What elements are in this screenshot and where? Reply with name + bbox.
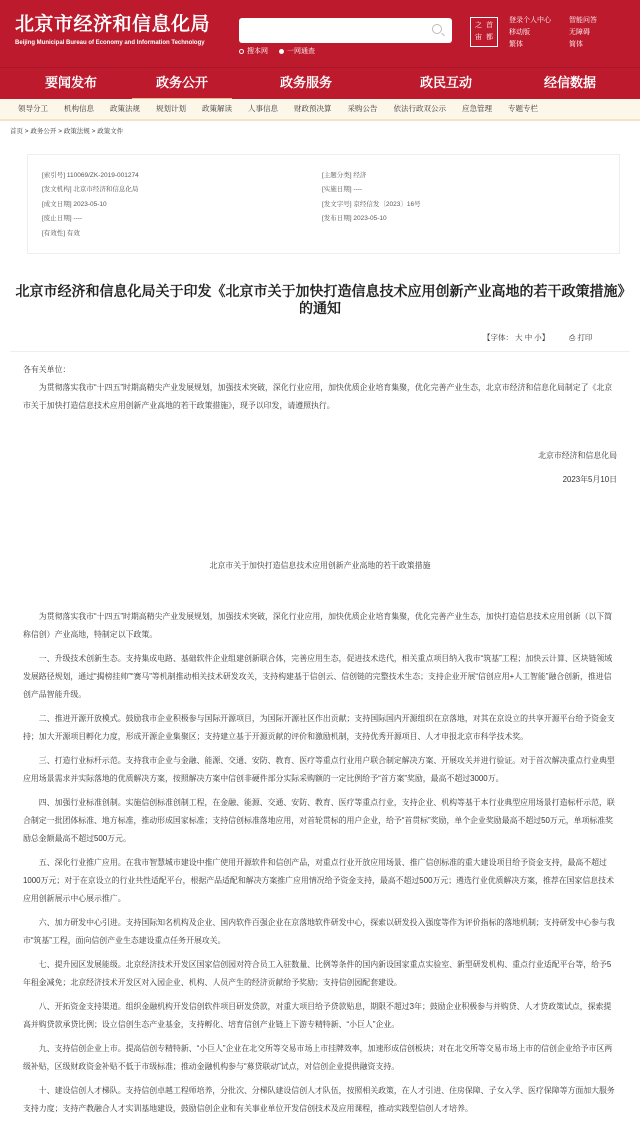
measures-subtitle: 北京市关于加快打造信息技术应用创新产业高地的若干政策措施 [209,561,431,570]
measure-paragraph: 十、建设信创人才梯队。支持信创卓越工程师培养，分批次、分梯队建设信创人才队伍，按照相关政策，在人才引进、住房保障、子女入学、医疗保障等方面加大服务支持力度；支持产教融合人才实训基地建设，鼓励信创企业和有关事业单位开发信创技术及应用课程，推动实践型信创人才培养。 [23,1086,615,1113]
link-mobile[interactable]: 移动版 [509,29,530,36]
capital-seal-logo [470,17,498,47]
subnav-item[interactable]: 采购公告 [347,104,378,113]
measure-paragraph: 五、深化行业推广应用。在我市智慧城市建设中推广使用开源软件和信创产品，对重点行业开放应用场景、推广信创标准的重大建设项目给予资金支持，最高不超过1000万元；对于在京设立的行业共性适配平台，根据产品适配和解决方案推广应用情况给予资金支持，最高不超过500万元；遴选行业优质解决方案，推荐在国家信息技术应用创新展示中心展示推广。 [23,858,614,903]
search-input[interactable] [239,18,452,43]
letter-body: 为贯彻落实我市“十四五”时期高精尖产业发展规划，加强技术突破，深化行业应用，加快优质企业培育集聚，优化完善产业生态，北京市经济和信息化局制定了《北京市关于加快打造信息技术应用创新产业高地的若干政策措施》，现予以印发，请遵照执行。 [23,383,613,410]
subnav-item[interactable]: 规划计划 [156,104,186,113]
nav-gov-affairs[interactable]: 政务公开 [132,75,232,100]
seal-char: 宙 [475,34,482,41]
search-option-label: 一网通查 [287,48,315,55]
measure-paragraph: 三、打造行业标杆示范。支持我市企业与金融、能源、交通、安防、教育、医疗等重点行业用户联合制定解决方案、开展攻关并进行验证。对于首次解决重点行业典型应用场景需求并实际落地的优质解决方案，按照解决方案中信创非硬件部分实际采购额的一定比例给予“首方案”奖励，最高不超过3000万。 [23,756,615,783]
site-logo-subtitle: Beijing Municipal Bureau of Economy and Information Technology [15,40,205,46]
subnav-item[interactable]: 政策法规 [110,104,140,113]
link-qa[interactable]: 智能问答 [569,17,597,24]
meta-doc-number: [发文字号] 京经信发〔2023〕16号 [322,201,421,208]
search-icon[interactable] [432,24,442,34]
letter [23,361,617,489]
meta-effective-date: [实施日期] ---- [322,186,363,193]
search-option-site[interactable] [239,47,268,56]
radio-icon [239,49,244,54]
font-large[interactable]: 大 [515,333,523,342]
subnav-item[interactable]: 人事信息 [248,104,278,113]
meta-issuer: [发文机构] 北京市经济和信息化局 [42,186,139,193]
page-title: 北京市经济和信息化局关于印发《北京市关于加快打造信息技术应用创新产业高地的若干政策措施》的通知 [15,283,625,316]
subnav-item[interactable]: 政策解读 [202,104,232,113]
link-simplified[interactable]: 简体 [569,41,583,48]
font-size-label: 【字体： [483,333,513,342]
seal-char: 都 [486,34,493,41]
salutation: 各有关单位： [23,365,71,374]
measure-paragraph: 二、推进开源开放模式。鼓励我市企业积极参与国际开源项目，为国际开源社区作出贡献；支持国际国内开源组织在京落地，对其在京设立的共享开源平台给予资金支持；加大开源项目孵化力度，形成开源企业集聚区；支持建立基于开源贡献的评价和激励机制，支持优秀开源项目、人才申报北京市科学技术奖。 [23,714,615,741]
article-tools [483,333,592,343]
subnav-item[interactable]: 专题专栏 [508,104,538,113]
site-logo-title[interactable]: 北京市经济和信息化局 [15,14,211,35]
nav-services[interactable]: 政务服务 [279,75,332,90]
breadcrumb[interactable]: 首页 > 政务公开 > 政策法规 > 政策文件 [10,128,124,135]
meta-repeal-date: [废止日期] ---- [42,215,83,222]
measure-paragraph: 四、加强行业标准创制。实施信创标准创制工程，在金融、能源、交通、安防、教育、医疗等重点行业，支持企业、机构等基于本行业典型应用场景打造标杆示范，联合制定一批团体标准、地方标准，推动形成国家标准；支持信创标准落地应用，对首轮贯标的用户企业，给予“首贯标”奖励，单个企业奖励最高不超过50万元，单项标准奖励总金额最高不超过500万元。 [23,798,615,843]
printer-icon: ⎙ [569,333,576,342]
search-option-label: 搜本网 [247,48,268,55]
nav-news[interactable]: 要闻发布 [44,75,97,90]
measure-paragraph: 六、加力研发中心引进。支持国际知名机构及企业、国内软件百强企业在京落地软件研发中心，探索以研发投入强度等作为评价指标的落地机制；支持研发中心参与我市“筑基”工程，面向信创产业生态建设重点任务开展攻关。 [23,918,615,945]
print-label: 打印 [577,333,593,342]
divider [10,351,630,352]
link-traditional[interactable]: 繁体 [509,41,523,48]
subnav-item[interactable]: 依法行政双公示 [393,104,446,113]
signature: 北京市经济和信息化局 [538,451,617,460]
subnav-item[interactable]: 机构信息 [64,104,94,113]
signature-date: 2023年5月10日 [562,475,617,484]
subnav-item[interactable]: 财政预决算 [294,104,332,113]
font-medium[interactable]: 中 [524,333,533,342]
link-login[interactable]: 登录个人中心 [509,17,551,24]
subnav-item[interactable]: 应急管理 [462,104,492,113]
search-option-all[interactable] [279,47,315,56]
main-nav [0,67,640,99]
meta-validity: [有效性] 有效 [42,230,80,237]
site-header [0,0,640,99]
nav-interaction[interactable]: 政民互动 [419,75,472,90]
radio-icon [279,49,284,54]
font-size-label-end: 】 [541,333,550,342]
measure-paragraph: 为贯彻落实我市“十四五”时期高精尖产业发展规划，加强技术突破，深化行业应用，加快优质企业培育集聚，优化完善产业生态，加快打造信息技术应用创新（以下简称信创）产业高地，特制定以下政策。 [23,612,613,639]
document-metadata [27,154,620,254]
link-accessibility[interactable]: 无障碍 [569,29,590,36]
measure-paragraph: 一、升级技术创新生态。支持集成电路、基础软件企业组建创新联合体，完善应用生态，促进技术迭代，相关重点项目纳入我市“筑基”工程；加快云计算、区块链领域发展路径规划，通过“揭榜挂帅”“赛马”等机制推动相关技术研发攻关，支持构建基于信创云、信创链的完整技术生态；支持企业开展“信创应用+人工智能”融合创新，推进信创产品智能升级。 [23,654,613,699]
seal-char: 之 [475,22,482,29]
meta-written-date: [成文日期] 2023-05-10 [42,201,107,208]
subnav-item[interactable]: 领导分工 [18,104,48,113]
measures-body [23,608,617,1124]
nav-data[interactable]: 经信数据 [543,75,596,90]
print-button[interactable] [569,333,592,343]
meta-category: [主题分类] 经济 [322,172,367,179]
meta-index: [索引号] 110069/ZK-2019-001274 [42,172,139,179]
sub-nav [0,99,640,121]
font-small[interactable]: 小 [534,333,542,342]
measure-paragraph: 八、开拓资金支持渠道。组织金融机构开发信创软件项目研发贷款，对重大项目给予贷款贴息，期限不超过3年；鼓励企业积极参与并购贷、人才贷政策试点，探索提高并购贷款承贷比例；设立信创生态产业基金，支持孵化、培育信创产业链上下游专精特新、“小巨人”企业。 [23,1002,612,1029]
measure-paragraph: 九、支持信创企业上市。提高信创专精特新、“小巨人”企业在北交所等交易市场上市挂牌效率，加速形成信创板块；对在北交所等交易市场上市的信创企业给予市区两级补贴，区级财政资金补贴不低于市级标准；推动金融机构参与“募贷联动”试点，对信创企业提供融资支持。 [23,1044,613,1071]
measure-paragraph: 七、提升园区发展能级。北京经济技术开发区国家信创园对符合员工入驻数量、比例等条件的国内新设国家重点实验室、新型研发机构、重点行业适配平台等，给予5年租金减免；北京经济技术开发区对入园企业、机构、人员产生的经济贡献给予奖励；支持信创园配套建设。 [23,960,612,987]
seal-char: 首 [486,22,493,29]
meta-publish-date: [发布日期] 2023-05-10 [322,215,387,222]
